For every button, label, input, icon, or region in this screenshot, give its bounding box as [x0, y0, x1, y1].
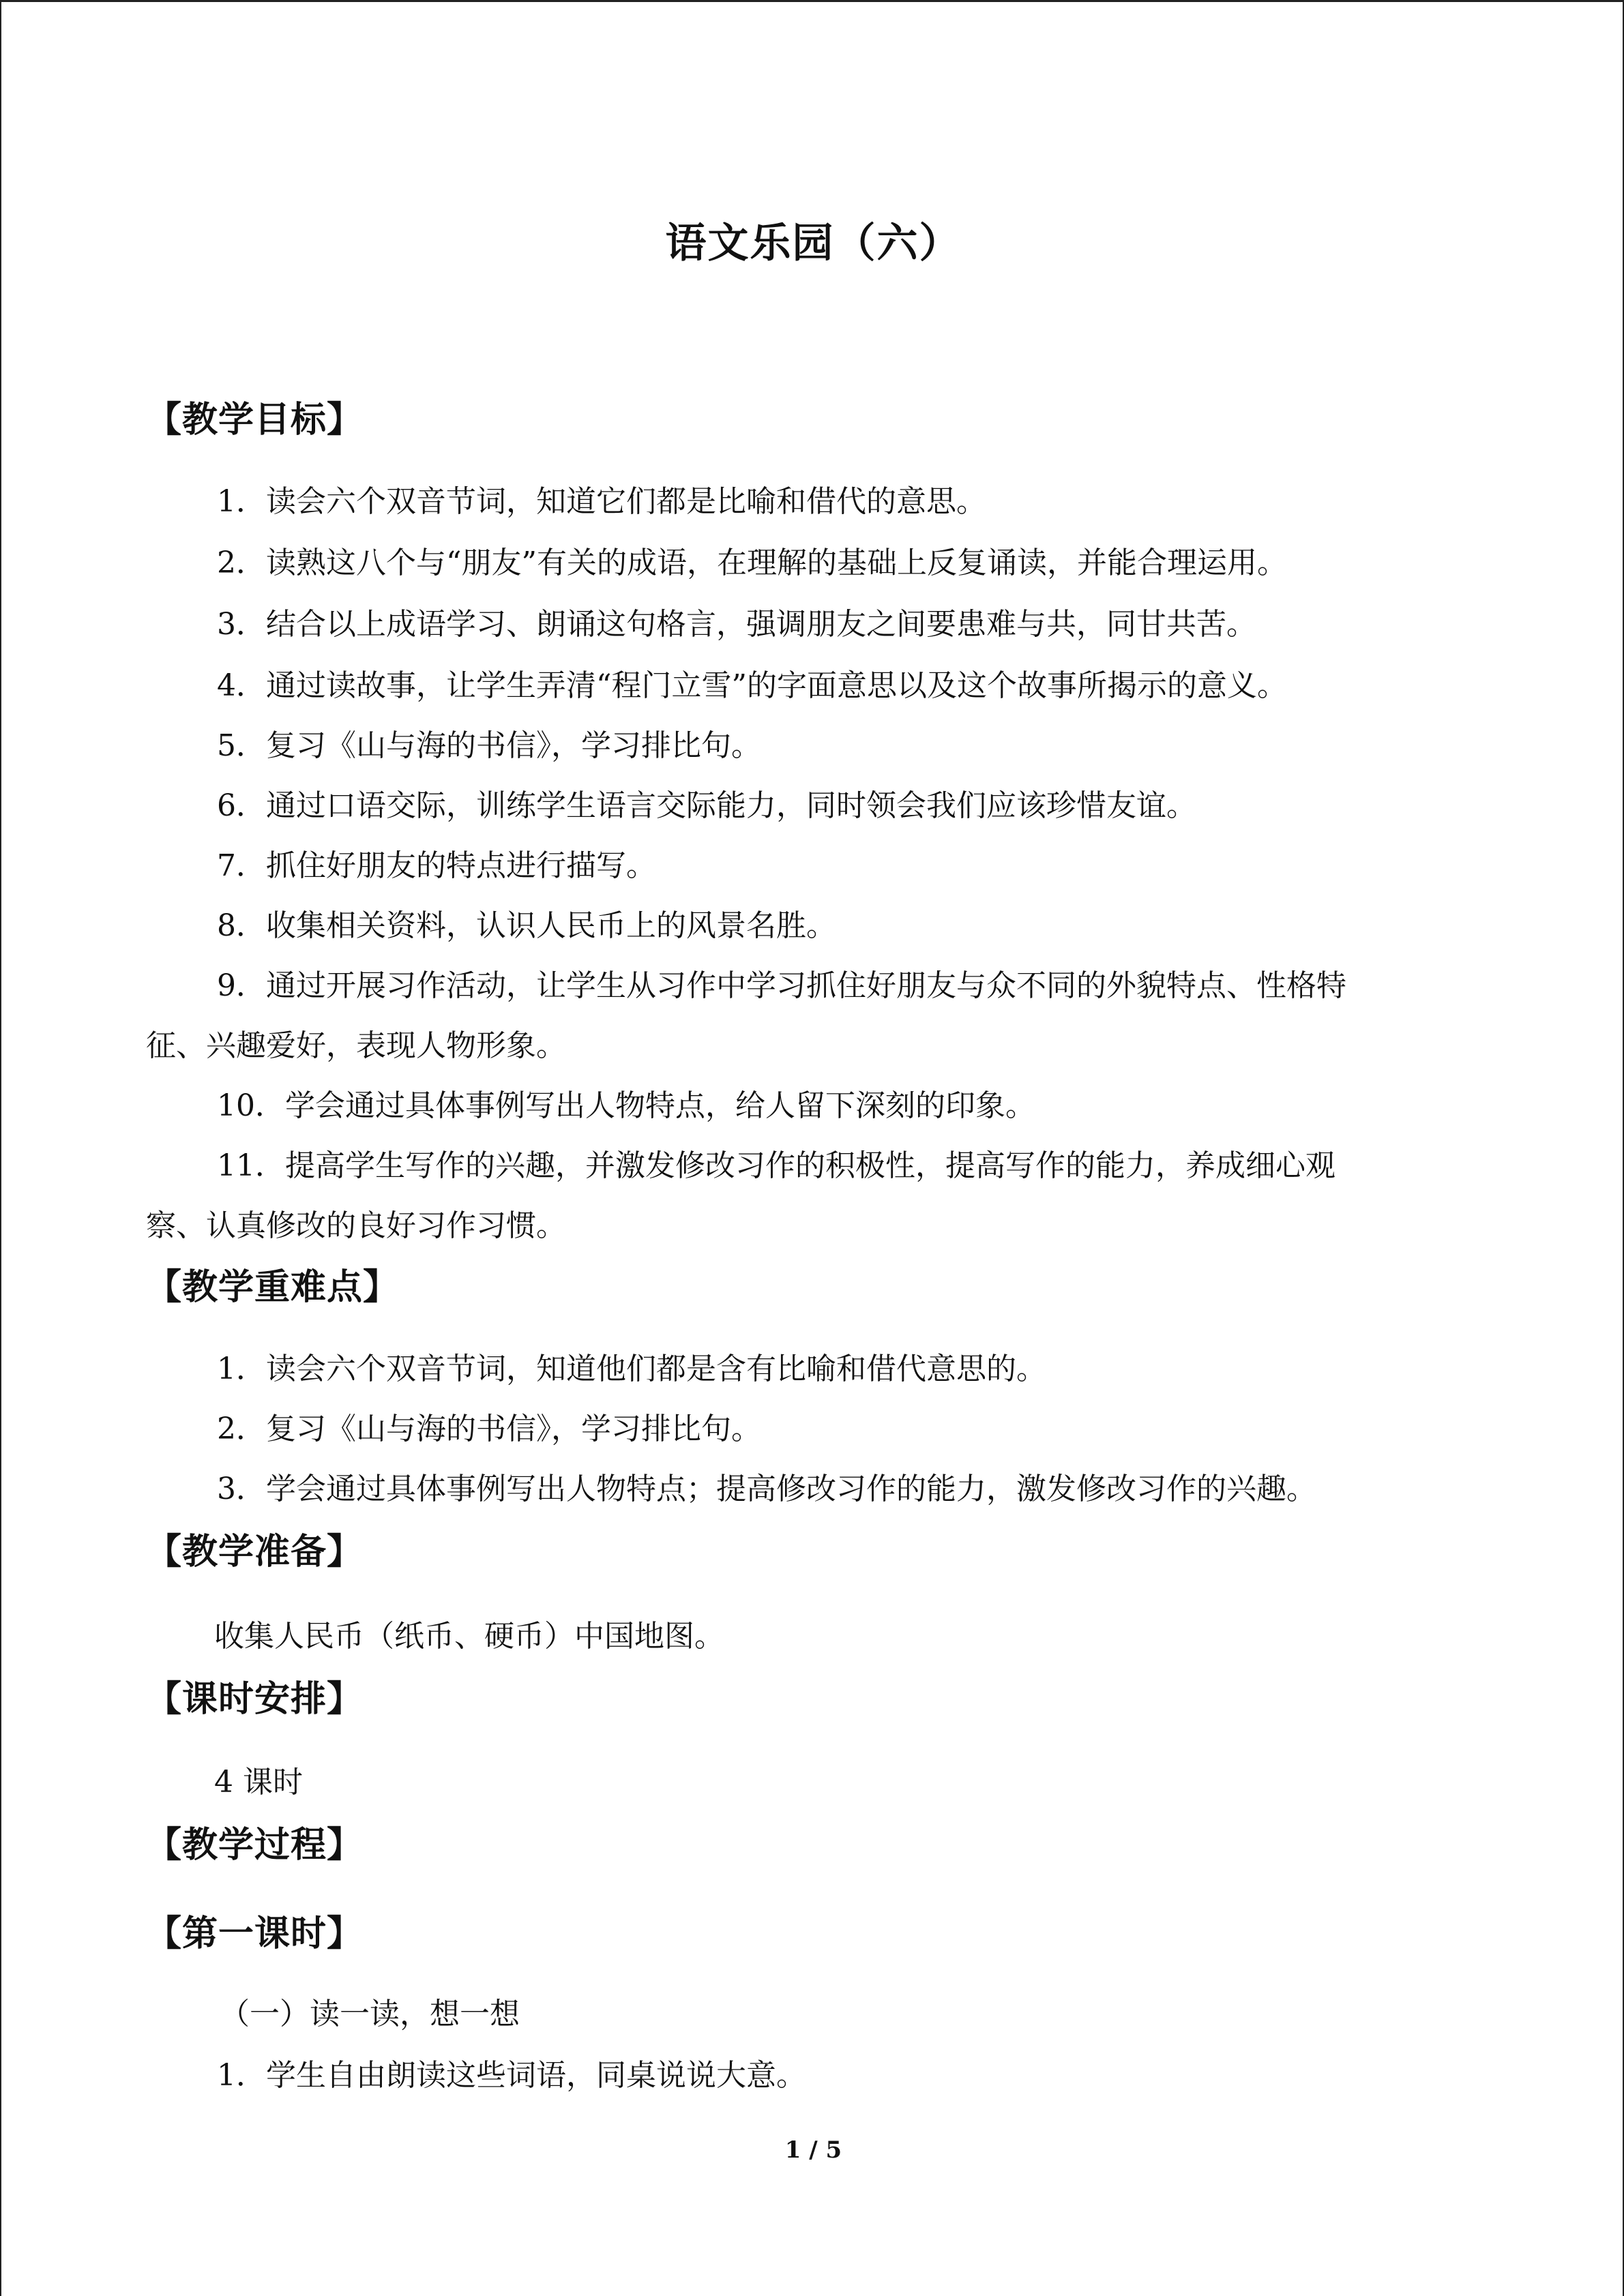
objective-item: 8．收集相关资料，认识人民币上的风景名胜。 [217, 908, 836, 943]
key-point-item: 2．复习《山与海的书信》，学习排比句。 [217, 1412, 761, 1446]
objective-item: 2．读熟这八个与“朋友”有关的成语，在理解的基础上反复诵读，并能合理运用。 [217, 546, 1287, 580]
objective-item-continuation: 察、认真修改的良好习作习惯。 [146, 1208, 566, 1243]
lesson1-item: 1．学生自由朗读这些词语，同桌说说大意。 [217, 2058, 806, 2093]
section-heading-lesson1: 【第一课时】 [146, 1913, 364, 1954]
section-heading-key-points: 【教学重难点】 [146, 1266, 400, 1308]
schedule-text: 4 课时 [214, 1765, 303, 1800]
objective-item: 9．通过开展习作活动，让学生从习作中学习抓住好朋友与众不同的外貌特点、性格特 [217, 968, 1346, 1003]
page-number: 1 / 5 [784, 2136, 842, 2164]
objective-item: 11．提高学生写作的兴趣，并激发修改习作的积极性，提高写作的能力，养成细心观 [217, 1148, 1335, 1183]
section-heading-preparation: 【教学准备】 [146, 1531, 364, 1572]
objective-item-continuation: 征、兴趣爱好，表现人物形象。 [146, 1028, 566, 1063]
objective-item: 10．学会通过具体事例写出人物特点，给人留下深刻的印象。 [217, 1088, 1035, 1123]
objective-item: 6．通过口语交际，训练学生语言交际能力，同时领会我们应该珍惜友谊。 [217, 788, 1196, 823]
lesson1-item: （一）读一读，想一想 [220, 1997, 520, 2031]
section-heading-process: 【教学过程】 [146, 1824, 364, 1866]
document-title: 语文乐园（六） [665, 220, 962, 267]
key-point-item: 3．学会通过具体事例写出人物特点；提高修改习作的能力，激发修改习作的兴趣。 [217, 1472, 1316, 1506]
preparation-text: 收集人民币（纸币、硬币）中国地图。 [214, 1619, 724, 1654]
section-heading-schedule: 【课时安排】 [146, 1678, 364, 1720]
objective-item: 4．通过读故事，让学生弄清“程门立雪”的字面意思以及这个故事所揭示的意义。 [217, 668, 1287, 703]
objective-item: 5．复习《山与海的书信》，学习排比句。 [217, 728, 761, 763]
objective-item: 3．结合以上成语学习、朗诵这句格言，强调朋友之间要患难与共，同甘共苦。 [217, 607, 1256, 642]
section-heading-objectives: 【教学目标】 [146, 399, 364, 441]
key-point-item: 1．读会六个双音节词，知道他们都是含有比喻和借代意思的。 [217, 1352, 1046, 1386]
objective-item: 7．抓住好朋友的特点进行描写。 [217, 848, 656, 883]
objective-item: 1．读会六个双音节词，知道它们都是比喻和借代的意思。 [217, 484, 986, 519]
